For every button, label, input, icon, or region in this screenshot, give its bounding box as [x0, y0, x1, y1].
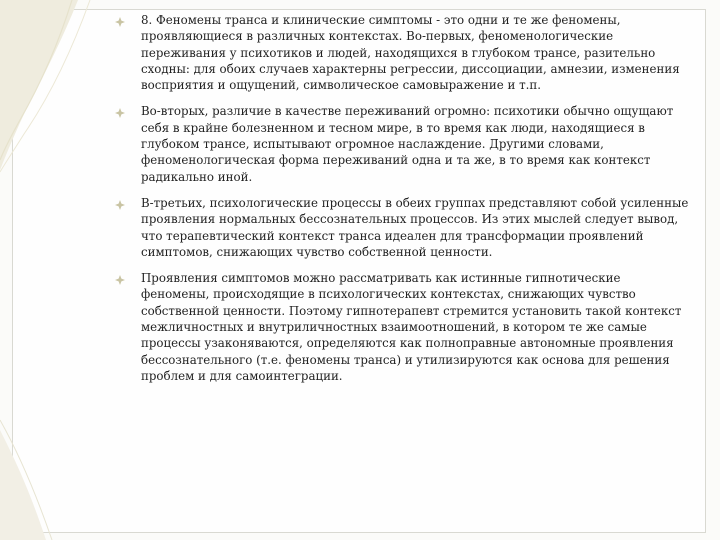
bullet-icon — [115, 108, 125, 118]
list-item — [115, 195, 690, 260]
list-item — [115, 270, 690, 384]
list-item — [115, 103, 690, 184]
bullet-icon — [115, 275, 125, 285]
decorative-curves — [0, 0, 130, 540]
list-item — [115, 12, 690, 93]
bullet-text: В-третьих, психологические процессы в обеих группах представляют собой усиленные проявления нормальных бессознательных процессов. Из этих мыслей следует вывод, что терапевтический контекст транса идеален для трансформации проявлений симптомов, снижающих чувство собственной ценности. — [141, 195, 689, 259]
bullet-text: Проявления симптомов можно рассматривать как истинные гипнотические феномены, происходящие в психологических контекстах, снижающих чувство собственной ценности. Поэтому гипнотерапевт стремится установить такой контекст межличностных и внутриличностных взаимоотношений, в котором те же самые процессы узаконяваются, определяются как полноправные автономные проявления бессознательного (т.е. феномены транса) и утилизируются как основа для решения проблем и для самоинтеграции. — [141, 271, 682, 383]
bullet-text: Во-вторых, различие в качестве переживаний огромно: психотики обычно ощущают себя в крайне болезненном и тесном мире, в то время как люди, находящиеся в глубоком трансе, испытывают огромное наслаждение. Другими словами, феноменологическая форма переживаний одна и та же, в то время как контекст радикально иной. — [141, 104, 674, 184]
bullet-icon — [115, 17, 125, 27]
bullet-list — [115, 12, 690, 394]
bullet-text: 8. Феномены транса и клинические симптомы - это одни и те же феномены, проявляющиеся в различных контекстах. Во-первых, феноменологические переживания у психотиков и людей, находящихся в глубоком трансе, разительно сходны: для обоих случаев характерны регрессии, диссоциации, амнезии, изменения восприятия и ощущений, символическое самовыражение и т.п. — [141, 13, 680, 93]
bullet-icon — [115, 200, 125, 210]
